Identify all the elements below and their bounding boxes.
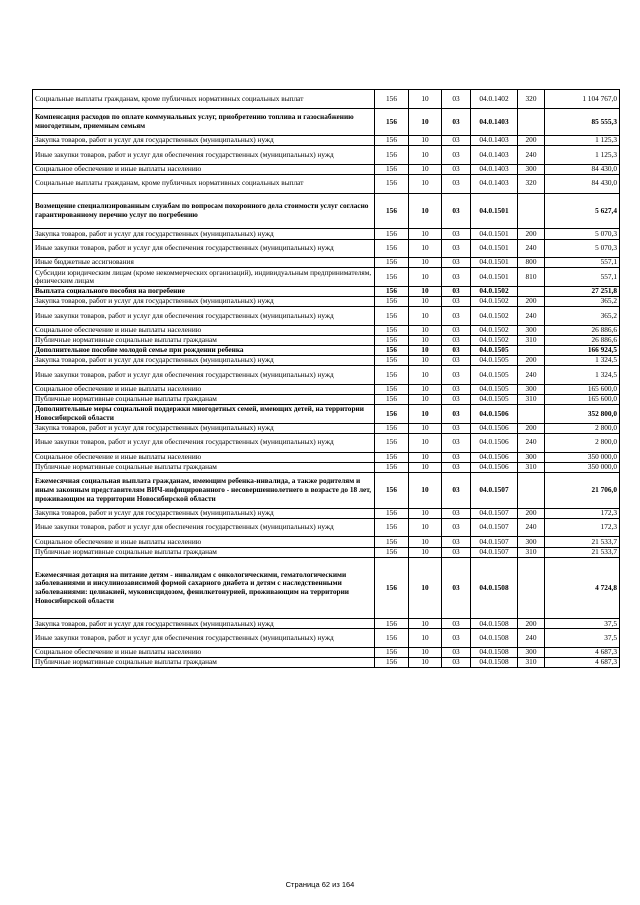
row-name: Субсидии юридическим лицам (кроме некоммерческих организаций), индивидуальным предпринимателям, физическим лицам bbox=[33, 268, 375, 287]
row-grbs: 156 bbox=[375, 164, 409, 174]
row-sum: 37,5 bbox=[545, 629, 620, 648]
row-rz: 10 bbox=[409, 452, 442, 462]
row-name: Дополнительные меры социальной поддержки многодетных семей, имеющих детей, на территории Новосибирской области bbox=[33, 405, 375, 424]
table-row bbox=[33, 384, 620, 394]
row-vr: 240 bbox=[518, 366, 545, 385]
row-csr: 04.0.1502 bbox=[471, 287, 518, 297]
row-vr: 240 bbox=[518, 307, 545, 326]
row-sum: 365,2 bbox=[545, 297, 620, 307]
row-grbs: 156 bbox=[375, 518, 409, 537]
table-row bbox=[33, 297, 620, 307]
row-grbs: 156 bbox=[375, 366, 409, 385]
row-vr: 300 bbox=[518, 384, 545, 394]
row-pr: 03 bbox=[442, 423, 471, 433]
table-row bbox=[33, 423, 620, 433]
table-row bbox=[33, 518, 620, 537]
table-row bbox=[33, 356, 620, 366]
row-grbs: 156 bbox=[375, 452, 409, 462]
row-csr: 04.0.1403 bbox=[471, 146, 518, 165]
row-csr: 04.0.1501 bbox=[471, 268, 518, 287]
table-row bbox=[33, 648, 620, 658]
row-sum: 1 125,3 bbox=[545, 135, 620, 145]
row-grbs: 156 bbox=[375, 472, 409, 508]
row-sum: 1 125,3 bbox=[545, 146, 620, 165]
row-sum: 172,3 bbox=[545, 508, 620, 518]
row-csr: 04.0.1502 bbox=[471, 335, 518, 345]
row-grbs: 156 bbox=[375, 90, 409, 109]
row-pr: 03 bbox=[442, 629, 471, 648]
row-vr: 310 bbox=[518, 547, 545, 557]
row-grbs: 156 bbox=[375, 108, 409, 135]
row-vr: 200 bbox=[518, 229, 545, 239]
row-pr: 03 bbox=[442, 433, 471, 452]
row-csr: 04.0.1505 bbox=[471, 384, 518, 394]
row-vr bbox=[518, 193, 545, 229]
row-grbs: 156 bbox=[375, 307, 409, 326]
row-vr bbox=[518, 557, 545, 619]
row-vr: 200 bbox=[518, 297, 545, 307]
row-pr: 03 bbox=[442, 346, 471, 356]
row-vr: 310 bbox=[518, 658, 545, 668]
row-vr bbox=[518, 346, 545, 356]
row-sum: 27 251,8 bbox=[545, 287, 620, 297]
row-csr: 04.0.1508 bbox=[471, 557, 518, 619]
row-vr: 200 bbox=[518, 508, 545, 518]
row-vr bbox=[518, 108, 545, 135]
row-name: Ежемесячная дотация на питание детям - инвалидам с онкологическими, гематологическими заболеваниями и инсулинозависимой формой сахарного диабета и детям с наследственными заболеваниями: целиакией, муковисцидозом, фенилкетонурией, проживающим на территории Новосибирской области bbox=[33, 557, 375, 619]
row-sum: 84 430,0 bbox=[545, 174, 620, 193]
row-name: Выплата социального пособия на погребение bbox=[33, 287, 375, 297]
row-pr: 03 bbox=[442, 297, 471, 307]
row-name: Дополнительное пособие молодой семье при рождении ребенка bbox=[33, 346, 375, 356]
table-row bbox=[33, 366, 620, 385]
row-sum: 21 533,7 bbox=[545, 537, 620, 547]
row-sum: 5 070,3 bbox=[545, 239, 620, 258]
row-sum: 165 600,0 bbox=[545, 395, 620, 405]
table-row bbox=[33, 268, 620, 287]
row-name: Иные закупки товаров, работ и услуг для обеспечения государственных (муниципальных) нужд bbox=[33, 518, 375, 537]
row-grbs: 156 bbox=[375, 462, 409, 472]
row-pr: 03 bbox=[442, 307, 471, 326]
row-name: Возмещение специализированным службам по вопросам похоронного дела стоимости услуг согласно гарантированному перечню услуг по погребению bbox=[33, 193, 375, 229]
row-vr: 800 bbox=[518, 258, 545, 268]
row-pr: 03 bbox=[442, 537, 471, 547]
row-rz: 10 bbox=[409, 335, 442, 345]
row-sum: 1 324,5 bbox=[545, 356, 620, 366]
row-vr: 320 bbox=[518, 174, 545, 193]
row-rz: 10 bbox=[409, 287, 442, 297]
row-pr: 03 bbox=[442, 462, 471, 472]
row-rz: 10 bbox=[409, 307, 442, 326]
row-pr: 03 bbox=[442, 146, 471, 165]
row-csr: 04.0.1505 bbox=[471, 395, 518, 405]
row-sum: 557,1 bbox=[545, 258, 620, 268]
row-sum: 26 886,6 bbox=[545, 335, 620, 345]
row-csr: 04.0.1501 bbox=[471, 239, 518, 258]
row-vr: 240 bbox=[518, 146, 545, 165]
row-sum: 166 924,5 bbox=[545, 346, 620, 356]
row-grbs: 156 bbox=[375, 174, 409, 193]
row-grbs: 156 bbox=[375, 268, 409, 287]
row-vr bbox=[518, 472, 545, 508]
budget-table bbox=[32, 89, 620, 668]
table-row bbox=[33, 335, 620, 345]
row-pr: 03 bbox=[442, 547, 471, 557]
row-pr: 03 bbox=[442, 405, 471, 424]
row-sum: 4 724,8 bbox=[545, 557, 620, 619]
row-name: Публичные нормативные социальные выплаты гражданам bbox=[33, 547, 375, 557]
row-csr: 04.0.1403 bbox=[471, 174, 518, 193]
row-vr: 300 bbox=[518, 325, 545, 335]
row-csr: 04.0.1501 bbox=[471, 193, 518, 229]
row-rz: 10 bbox=[409, 472, 442, 508]
row-name: Закупка товаров, работ и услуг для государственных (муниципальных) нужд bbox=[33, 297, 375, 307]
row-sum: 4 687,3 bbox=[545, 648, 620, 658]
row-rz: 10 bbox=[409, 146, 442, 165]
row-vr: 320 bbox=[518, 90, 545, 109]
row-csr: 04.0.1507 bbox=[471, 537, 518, 547]
row-pr: 03 bbox=[442, 356, 471, 366]
table-row bbox=[33, 658, 620, 668]
row-pr: 03 bbox=[442, 472, 471, 508]
row-csr: 04.0.1502 bbox=[471, 307, 518, 326]
row-name: Иные закупки товаров, работ и услуг для обеспечения государственных (муниципальных) нужд bbox=[33, 629, 375, 648]
row-rz: 10 bbox=[409, 325, 442, 335]
row-vr: 810 bbox=[518, 268, 545, 287]
row-name: Закупка товаров, работ и услуг для государственных (муниципальных) нужд bbox=[33, 229, 375, 239]
row-vr: 300 bbox=[518, 452, 545, 462]
row-csr: 04.0.1402 bbox=[471, 90, 518, 109]
row-pr: 03 bbox=[442, 174, 471, 193]
row-csr: 04.0.1506 bbox=[471, 405, 518, 424]
row-name: Ежемесячная социальная выплата гражданам, имеющим ребенка-инвалида, а также родителям и иным законным представителям ВИЧ-инфицированного - несовершеннолетнего в возрасте до 18 лет, проживающим на территории Новосибирской области bbox=[33, 472, 375, 508]
row-pr: 03 bbox=[442, 193, 471, 229]
table-row bbox=[33, 557, 620, 619]
table-row bbox=[33, 325, 620, 335]
row-rz: 10 bbox=[409, 423, 442, 433]
table-row bbox=[33, 307, 620, 326]
row-vr bbox=[518, 405, 545, 424]
row-vr: 310 bbox=[518, 462, 545, 472]
row-sum: 1 104 767,0 bbox=[545, 90, 620, 109]
row-grbs: 156 bbox=[375, 648, 409, 658]
row-grbs: 156 bbox=[375, 537, 409, 547]
table-row bbox=[33, 395, 620, 405]
row-sum: 37,5 bbox=[545, 619, 620, 629]
row-name: Закупка товаров, работ и услуг для государственных (муниципальных) нужд bbox=[33, 423, 375, 433]
row-sum: 557,1 bbox=[545, 268, 620, 287]
row-name: Социальные выплаты гражданам, кроме публичных нормативных социальных выплат bbox=[33, 90, 375, 109]
row-grbs: 156 bbox=[375, 547, 409, 557]
table-row bbox=[33, 537, 620, 547]
table-row bbox=[33, 472, 620, 508]
row-csr: 04.0.1506 bbox=[471, 462, 518, 472]
row-csr: 04.0.1502 bbox=[471, 325, 518, 335]
table-row bbox=[33, 90, 620, 109]
row-rz: 10 bbox=[409, 297, 442, 307]
row-sum: 21 706,0 bbox=[545, 472, 620, 508]
row-rz: 10 bbox=[409, 108, 442, 135]
table-row bbox=[33, 462, 620, 472]
row-sum: 365,2 bbox=[545, 307, 620, 326]
row-sum: 352 800,0 bbox=[545, 405, 620, 424]
row-name: Социальные выплаты гражданам, кроме публичных нормативных социальных выплат bbox=[33, 174, 375, 193]
row-csr: 04.0.1508 bbox=[471, 648, 518, 658]
table-row bbox=[33, 135, 620, 145]
row-vr: 310 bbox=[518, 395, 545, 405]
row-csr: 04.0.1505 bbox=[471, 366, 518, 385]
table-row bbox=[33, 258, 620, 268]
row-sum: 350 000,0 bbox=[545, 462, 620, 472]
row-sum: 165 600,0 bbox=[545, 384, 620, 394]
row-csr: 04.0.1507 bbox=[471, 472, 518, 508]
row-csr: 04.0.1501 bbox=[471, 229, 518, 239]
row-rz: 10 bbox=[409, 433, 442, 452]
row-grbs: 156 bbox=[375, 508, 409, 518]
row-rz: 10 bbox=[409, 229, 442, 239]
row-name: Публичные нормативные социальные выплаты гражданам bbox=[33, 335, 375, 345]
row-csr: 04.0.1506 bbox=[471, 452, 518, 462]
row-sum: 2 800,0 bbox=[545, 423, 620, 433]
row-csr: 04.0.1403 bbox=[471, 164, 518, 174]
row-grbs: 156 bbox=[375, 135, 409, 145]
row-pr: 03 bbox=[442, 518, 471, 537]
row-pr: 03 bbox=[442, 164, 471, 174]
table-row bbox=[33, 452, 620, 462]
table-row bbox=[33, 229, 620, 239]
row-grbs: 156 bbox=[375, 423, 409, 433]
row-vr: 200 bbox=[518, 423, 545, 433]
row-grbs: 156 bbox=[375, 658, 409, 668]
row-csr: 04.0.1508 bbox=[471, 629, 518, 648]
row-sum: 5 070,3 bbox=[545, 229, 620, 239]
row-sum: 85 555,3 bbox=[545, 108, 620, 135]
row-grbs: 156 bbox=[375, 146, 409, 165]
row-rz: 10 bbox=[409, 174, 442, 193]
table-row bbox=[33, 174, 620, 193]
row-pr: 03 bbox=[442, 452, 471, 462]
row-pr: 03 bbox=[442, 658, 471, 668]
row-csr: 04.0.1505 bbox=[471, 346, 518, 356]
table-row bbox=[33, 239, 620, 258]
row-vr: 300 bbox=[518, 537, 545, 547]
row-rz: 10 bbox=[409, 547, 442, 557]
row-grbs: 156 bbox=[375, 557, 409, 619]
row-grbs: 156 bbox=[375, 629, 409, 648]
row-rz: 10 bbox=[409, 395, 442, 405]
row-name: Компенсация расходов по оплате коммунальных услуг, приобретению топлива и газоснабжению многодетным, приемным семьям bbox=[33, 108, 375, 135]
table-row bbox=[33, 433, 620, 452]
row-rz: 10 bbox=[409, 239, 442, 258]
row-vr: 200 bbox=[518, 619, 545, 629]
row-grbs: 156 bbox=[375, 297, 409, 307]
row-rz: 10 bbox=[409, 648, 442, 658]
row-grbs: 156 bbox=[375, 395, 409, 405]
row-csr: 04.0.1403 bbox=[471, 108, 518, 135]
row-sum: 172,3 bbox=[545, 518, 620, 537]
row-sum: 1 324,5 bbox=[545, 366, 620, 385]
row-sum: 84 430,0 bbox=[545, 164, 620, 174]
row-sum: 2 800,0 bbox=[545, 433, 620, 452]
row-name: Иные закупки товаров, работ и услуг для обеспечения государственных (муниципальных) нужд bbox=[33, 307, 375, 326]
row-rz: 10 bbox=[409, 462, 442, 472]
row-csr: 04.0.1506 bbox=[471, 433, 518, 452]
table-row bbox=[33, 287, 620, 297]
row-sum: 26 886,6 bbox=[545, 325, 620, 335]
row-pr: 03 bbox=[442, 335, 471, 345]
row-csr: 04.0.1507 bbox=[471, 508, 518, 518]
table-row bbox=[33, 508, 620, 518]
table-row bbox=[33, 629, 620, 648]
row-grbs: 156 bbox=[375, 325, 409, 335]
row-sum: 350 000,0 bbox=[545, 452, 620, 462]
row-csr: 04.0.1505 bbox=[471, 356, 518, 366]
row-sum: 21 533,7 bbox=[545, 547, 620, 557]
row-pr: 03 bbox=[442, 258, 471, 268]
row-pr: 03 bbox=[442, 229, 471, 239]
row-name: Закупка товаров, работ и услуг для государственных (муниципальных) нужд bbox=[33, 135, 375, 145]
row-vr bbox=[518, 287, 545, 297]
row-csr: 04.0.1508 bbox=[471, 658, 518, 668]
row-pr: 03 bbox=[442, 395, 471, 405]
row-pr: 03 bbox=[442, 287, 471, 297]
row-name: Публичные нормативные социальные выплаты гражданам bbox=[33, 395, 375, 405]
table-row bbox=[33, 193, 620, 229]
row-grbs: 156 bbox=[375, 193, 409, 229]
row-vr: 310 bbox=[518, 335, 545, 345]
row-name: Закупка товаров, работ и услуг для государственных (муниципальных) нужд bbox=[33, 356, 375, 366]
row-grbs: 156 bbox=[375, 619, 409, 629]
table-body bbox=[33, 90, 620, 668]
row-pr: 03 bbox=[442, 384, 471, 394]
page-number: Страница 62 из 164 bbox=[285, 880, 355, 889]
row-name: Иные закупки товаров, работ и услуг для обеспечения государственных (муниципальных) нужд bbox=[33, 433, 375, 452]
row-rz: 10 bbox=[409, 508, 442, 518]
row-grbs: 156 bbox=[375, 356, 409, 366]
row-name: Иные закупки товаров, работ и услуг для обеспечения государственных (муниципальных) нужд bbox=[33, 146, 375, 165]
row-rz: 10 bbox=[409, 537, 442, 547]
row-rz: 10 bbox=[409, 193, 442, 229]
row-pr: 03 bbox=[442, 619, 471, 629]
table-row bbox=[33, 405, 620, 424]
row-csr: 04.0.1508 bbox=[471, 619, 518, 629]
row-grbs: 156 bbox=[375, 287, 409, 297]
row-rz: 10 bbox=[409, 384, 442, 394]
row-pr: 03 bbox=[442, 508, 471, 518]
row-rz: 10 bbox=[409, 356, 442, 366]
row-pr: 03 bbox=[442, 366, 471, 385]
table-row bbox=[33, 346, 620, 356]
row-rz: 10 bbox=[409, 90, 442, 109]
table-row bbox=[33, 547, 620, 557]
row-rz: 10 bbox=[409, 405, 442, 424]
row-vr: 240 bbox=[518, 239, 545, 258]
row-csr: 04.0.1507 bbox=[471, 547, 518, 557]
row-grbs: 156 bbox=[375, 405, 409, 424]
row-rz: 10 bbox=[409, 658, 442, 668]
row-grbs: 156 bbox=[375, 346, 409, 356]
row-rz: 10 bbox=[409, 619, 442, 629]
row-csr: 04.0.1507 bbox=[471, 518, 518, 537]
row-grbs: 156 bbox=[375, 433, 409, 452]
row-name: Социальное обеспечение и иные выплаты населению bbox=[33, 537, 375, 547]
row-name: Социальное обеспечение и иные выплаты населению bbox=[33, 325, 375, 335]
row-vr: 300 bbox=[518, 164, 545, 174]
row-pr: 03 bbox=[442, 268, 471, 287]
row-name: Закупка товаров, работ и услуг для государственных (муниципальных) нужд bbox=[33, 619, 375, 629]
row-vr: 240 bbox=[518, 433, 545, 452]
row-name: Социальное обеспечение и иные выплаты населению bbox=[33, 164, 375, 174]
row-rz: 10 bbox=[409, 366, 442, 385]
row-name: Социальное обеспечение и иные выплаты населению bbox=[33, 384, 375, 394]
row-grbs: 156 bbox=[375, 335, 409, 345]
row-csr: 04.0.1502 bbox=[471, 297, 518, 307]
row-name: Иные закупки товаров, работ и услуг для обеспечения государственных (муниципальных) нужд bbox=[33, 239, 375, 258]
row-rz: 10 bbox=[409, 258, 442, 268]
row-rz: 10 bbox=[409, 629, 442, 648]
row-name: Иные закупки товаров, работ и услуг для обеспечения государственных (муниципальных) нужд bbox=[33, 366, 375, 385]
row-csr: 04.0.1506 bbox=[471, 423, 518, 433]
row-rz: 10 bbox=[409, 268, 442, 287]
row-vr: 300 bbox=[518, 648, 545, 658]
row-pr: 03 bbox=[442, 108, 471, 135]
row-csr: 04.0.1501 bbox=[471, 258, 518, 268]
row-pr: 03 bbox=[442, 90, 471, 109]
row-grbs: 156 bbox=[375, 229, 409, 239]
row-name: Социальное обеспечение и иные выплаты населению bbox=[33, 648, 375, 658]
row-pr: 03 bbox=[442, 135, 471, 145]
row-vr: 240 bbox=[518, 629, 545, 648]
row-vr: 200 bbox=[518, 356, 545, 366]
row-sum: 5 627,4 bbox=[545, 193, 620, 229]
row-grbs: 156 bbox=[375, 239, 409, 258]
row-grbs: 156 bbox=[375, 258, 409, 268]
row-pr: 03 bbox=[442, 648, 471, 658]
row-sum: 4 687,3 bbox=[545, 658, 620, 668]
row-name: Публичные нормативные социальные выплаты гражданам bbox=[33, 658, 375, 668]
row-csr: 04.0.1403 bbox=[471, 135, 518, 145]
row-rz: 10 bbox=[409, 557, 442, 619]
row-rz: 10 bbox=[409, 164, 442, 174]
row-pr: 03 bbox=[442, 239, 471, 258]
row-name: Публичные нормативные социальные выплаты гражданам bbox=[33, 462, 375, 472]
table-row bbox=[33, 619, 620, 629]
row-name: Социальное обеспечение и иные выплаты населению bbox=[33, 452, 375, 462]
row-vr: 200 bbox=[518, 135, 545, 145]
row-rz: 10 bbox=[409, 346, 442, 356]
row-vr: 240 bbox=[518, 518, 545, 537]
row-name: Иные бюджетные ассигнования bbox=[33, 258, 375, 268]
table-row bbox=[33, 146, 620, 165]
row-pr: 03 bbox=[442, 325, 471, 335]
table-row bbox=[33, 108, 620, 135]
row-rz: 10 bbox=[409, 518, 442, 537]
table-row bbox=[33, 164, 620, 174]
row-pr: 03 bbox=[442, 557, 471, 619]
row-rz: 10 bbox=[409, 135, 442, 145]
row-name: Закупка товаров, работ и услуг для государственных (муниципальных) нужд bbox=[33, 508, 375, 518]
row-grbs: 156 bbox=[375, 384, 409, 394]
